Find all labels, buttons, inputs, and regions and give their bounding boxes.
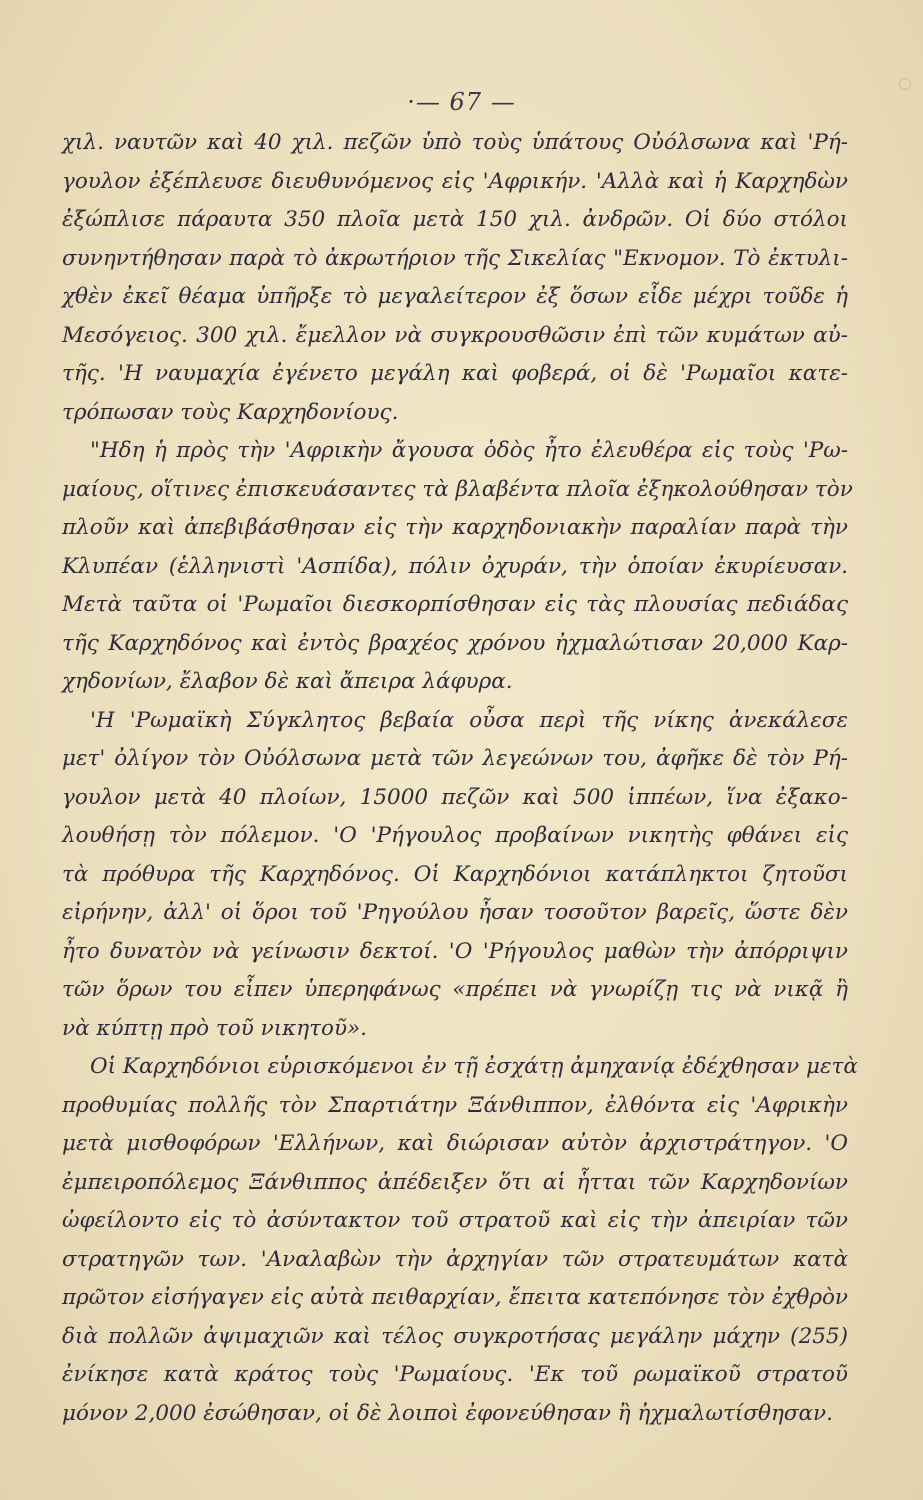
- text-line: ἦτο δυνατὸν νὰ γείνωσιν δεκτοί. 'Ο 'Ρήγουλος μαθὼν τὴν ἀπόρριψιν: [62, 938, 848, 964]
- text-line: τὰ πρόθυρα τῆς Καρχηδόνος. Οἱ Καρχηδόνιοι κατάπληκτοι ζητοῦσι: [62, 861, 848, 887]
- text-line: Κλυπέαν (ἑλληνιστὶ 'Ασπίδα), πόλιν ὀχυράν, τὴν ὁποίαν ἐκυρίευσαν.: [62, 553, 848, 579]
- text-line: "Ηδη ἡ πρὸς τὴν 'Αφρικὴν ἄγουσα ὁδὸς ἦτο ἐλευθέρα εἰς τοὺς 'Ρω-: [90, 438, 848, 463]
- text-line: γουλον ἐξέπλευσε διευθυνόμενος εἰς 'Αφρικήν. 'Αλλὰ καὶ ἡ Καρχηδὼν: [62, 168, 848, 194]
- body-text: [62, 124, 858, 1433]
- text-line: Οἱ Καρχηδόνιοι εὑρισκόμενοι ἐν τῇ ἐσχάτῃ ἀμηχανίᾳ ἐδέχθησαν μετὰ: [90, 1054, 858, 1079]
- text-line: ἐνίκησε κατὰ κράτος τοὺς 'Ρωμαίους. 'Εκ τοῦ ρωμαϊκοῦ στρατοῦ: [62, 1362, 848, 1387]
- text-line: Μετὰ ταῦτα οἱ 'Ρωμαῖοι διεσκορπίσθησαν εἰς τὰς πλουσίας πεδιάδας: [62, 592, 848, 617]
- text-line: μετὰ μισθοφόρων 'Ελλήνων, καὶ διώρισαν αὐτὸν ἀρχιστράτηγον. 'Ο: [62, 1131, 848, 1156]
- page-number: ·— 67 —: [407, 88, 516, 116]
- text-line: ὠφείλοντο εἰς τὸ ἀσύντακτον τοῦ στρατοῦ καὶ εἰς τὴν ἀπειρίαν τῶν: [62, 1208, 848, 1233]
- text-line: συνηντήθησαν παρὰ τὸ ἀκρωτήριον τῆς Σικελίας "Εκνομον. Τὸ ἐκτυλι-: [62, 245, 848, 271]
- text-line: χιλ. ναυτῶν καὶ 40 χιλ. πεζῶν ὑπὸ τοὺς ὑπάτους Οὐόλσωνα καὶ 'Ρή-: [62, 130, 848, 155]
- text-line: διὰ πολλῶν ἀψιμαχιῶν καὶ τέλος συγκροτήσας μεγάλην μάχην (255): [62, 1323, 848, 1349]
- text-line: στρατηγῶν των. 'Αναλαβὼν τὴν ἀρχηγίαν τῶν στρατευμάτων κατὰ: [62, 1246, 848, 1272]
- text-line: μόνον 2,000 ἐσώθησαν, οἱ δὲ λοιποὶ ἐφονεύθησαν ἢ ἠχμαλωτίσθησαν.: [62, 1400, 833, 1426]
- text-line: μετ' ὀλίγον τὸν Οὐόλσωνα μετὰ τῶν λεγεώνων του, ἀφῆκε δὲ τὸν Ρή-: [62, 746, 848, 771]
- text-line: προθυμίας πολλῆς τὸν Σπαρτιάτην Ξάνθιππον, ἐλθόντα εἰς 'Αφρικὴν: [62, 1092, 848, 1118]
- text-line: ἐμπειροπόλεμος Ξάνθιππος ἀπέδειξεν ὅτι αἱ ἧτται τῶν Καρχηδονίων: [62, 1169, 848, 1195]
- text-line: τῶν ὅρων του εἶπεν ὑπερηφάνως «πρέπει νὰ γνωρίζῃ τις νὰ νικᾷ ἢ: [62, 977, 848, 1002]
- text-line: μαίους, οἵτινες ἐπισκευάσαντες τὰ βλαβέντα πλοῖα ἐξηκολούθησαν τὸν: [62, 476, 853, 502]
- text-line: πλοῦν καὶ ἀπεβιβάσθησαν εἰς τὴν καρχηδονιακὴν παραλίαν παρὰ τὴν: [62, 515, 848, 540]
- text-line: γουλον μετὰ 40 πλοίων, 15000 πεζῶν καὶ 500 ἱππέων, ἵνα ἐξακο-: [62, 784, 848, 810]
- text-line: 'Η 'Ρωμαϊκὴ Σύγκλητος βεβαία οὖσα περὶ τῆς νίκης ἀνεκάλεσε: [90, 707, 848, 733]
- text-line: πρῶτον εἰσήγαγεν εἰς αὐτὰ πειθαρχίαν, ἔπειτα κατεπόνησε τὸν ἐχθρὸν: [62, 1285, 848, 1310]
- text-line: ἐξώπλισε πάραυτα 350 πλοῖα μετὰ 150 χιλ. ἀνδρῶν. Οἱ δύο στόλοι: [62, 207, 848, 232]
- text-line: τῆς. 'Η ναυμαχία ἐγένετο μεγάλη καὶ φοβερά, οἱ δὲ 'Ρωμαῖοι κατε-: [62, 361, 848, 386]
- text-line: χθὲν ἐκεῖ θέαμα ὑπῆρξε τὸ μεγαλείτερον ἐξ ὅσων εἶδε μέχρι τοῦδε ἡ: [62, 284, 848, 309]
- text-line: εἰρήνην, ἀλλ' οἱ ὅροι τοῦ 'Ρηγούλου ἦσαν τοσοῦτον βαρεῖς, ὥστε δὲν: [62, 900, 848, 925]
- text-line: λουθήσῃ τὸν πόλεμον. 'Ο 'Ρήγουλος προβαίνων νικητὴς φθάνει εἰς: [62, 823, 848, 848]
- text-line: τῆς Καρχηδόνος καὶ ἐντὸς βραχέος χρόνου ἠχμαλώτισαν 20,000 Καρ-: [62, 630, 848, 656]
- text-line: τρόπωσαν τοὺς Καρχηδονίους.: [62, 399, 399, 425]
- text-line: χηδονίων, ἔλαβον δὲ καὶ ἄπειρα λάφυρα.: [62, 669, 513, 694]
- text-line: νὰ κύπτῃ πρὸ τοῦ νικητοῦ».: [62, 1015, 367, 1041]
- text-line: Μεσόγειος. 300 χιλ. ἔμελλον νὰ συγκρουσθῶσιν ἐπὶ τῶν κυμάτων αὐ-: [62, 322, 848, 348]
